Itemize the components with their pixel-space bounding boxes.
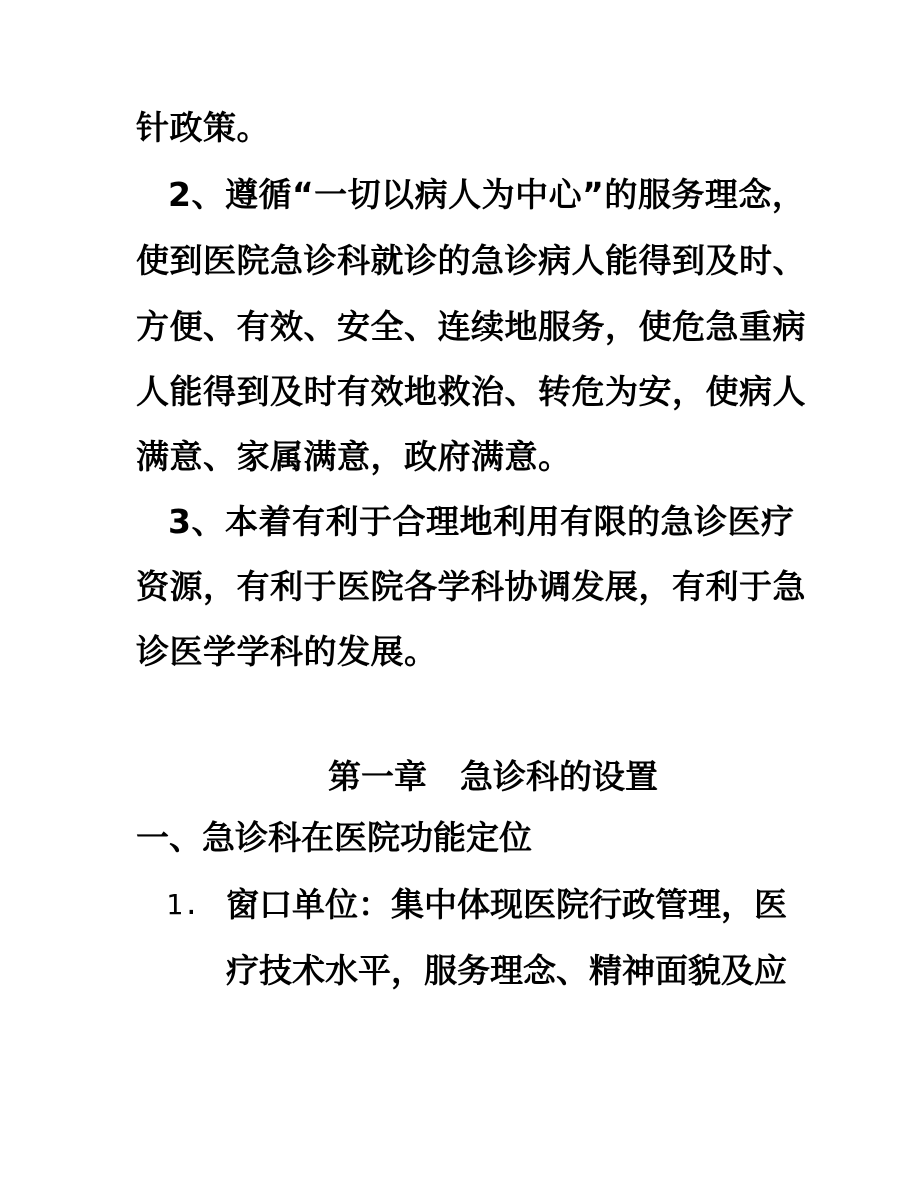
paragraph-line: 使到医院急诊科就诊的急诊病人能得到及时、 [136,241,806,280]
section-title: 一、急诊科在医院功能定位 [136,818,532,857]
paragraph-line: 资源，有利于医院各学科协调发展，有利于急 [136,567,806,606]
paragraph-line: 2、遵循“一切以病人为中心”的服务理念， [168,175,806,214]
paragraph-line: 针政策。 [136,108,270,147]
list-item-line: 疗技术水平，服务理念、精神面貌及应 [226,951,787,990]
list-number: 1. [166,888,200,921]
paragraph-line: 3、本着有利于合理地利用有限的急诊医疗 [168,502,795,541]
chapter-title: 第一章 急诊科的设置 [328,757,658,796]
paragraph-line: 诊医学学科的发展。 [136,632,438,671]
paragraph-line: 满意、家属满意，政府满意。 [136,437,572,476]
paragraph-line: 方便、有效、安全、连续地服务，使危急重病 [136,307,806,346]
paragraph-line: 人能得到及时有效地救治、转危为安，使病人 [136,372,806,411]
list-item-line: 窗口单位：集中体现医院行政管理，医 [226,885,787,924]
